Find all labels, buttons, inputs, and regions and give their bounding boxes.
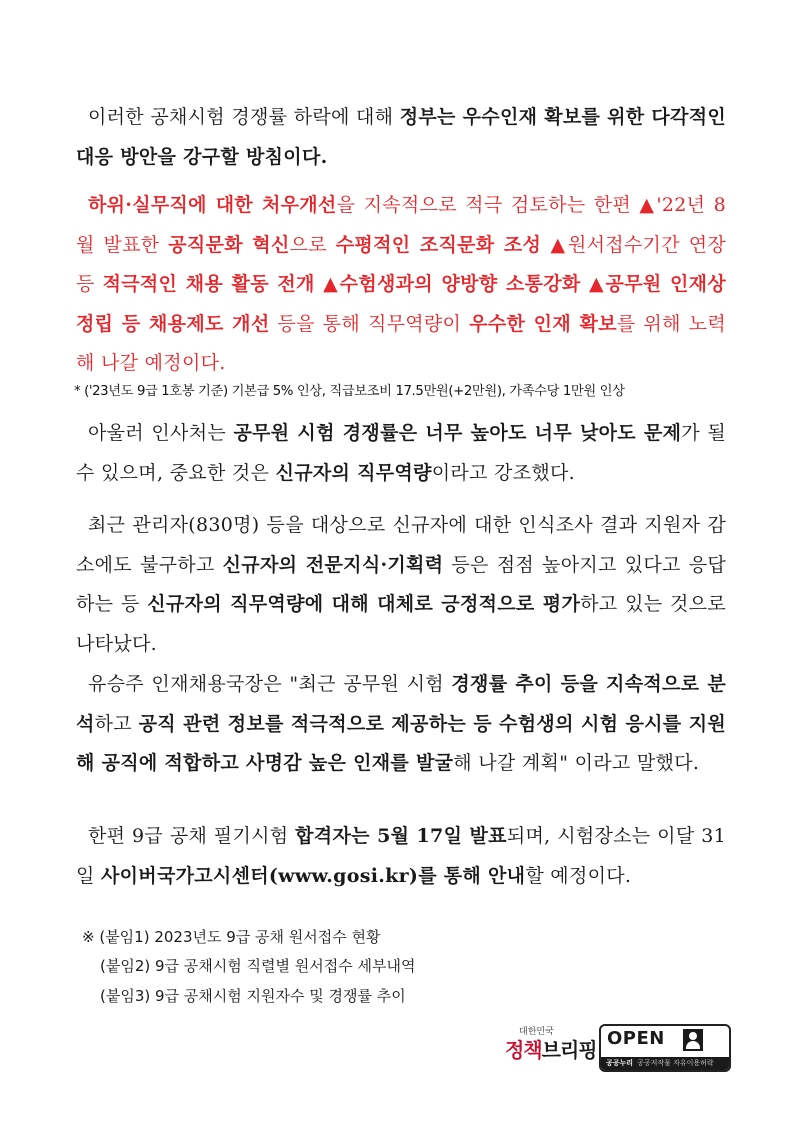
p1-bold: 정부는 우수인재 확보를 위한 다각적인 대응 방안을 강구할 방침이다. xyxy=(76,106,727,168)
paragraph-survey xyxy=(76,506,726,664)
p6-text-3: 할 예정이다. xyxy=(525,864,632,887)
p2-bold-3: 수평적인 조직문화 조성 xyxy=(335,233,542,256)
policy-briefing-logo-text xyxy=(505,1034,597,1063)
open-license-bar xyxy=(601,1057,729,1070)
p4-text-2: 등은 점점 높아지고 있다고 응답하는 등 xyxy=(76,553,726,615)
attachment-2-text: (붙임2) 9급 공채시험 직렬별 원서접수 세부내역 xyxy=(100,957,416,975)
attachment-1: ※ (붙임1) 2023년도 9급 공채 원서접수 현황 xyxy=(82,928,381,946)
p5-text-3: 해 나갈 계획" 이라고 말했다. xyxy=(453,752,700,774)
footnote-salary: * ('23년도 9급 1호봉 기준) 기본급 5% 인상, 직급보조비 17.5만원(+2만원), 가족수당 1만원 인상 xyxy=(74,384,625,399)
p2-text-5: 등을 통해 직무역량이 xyxy=(269,312,470,335)
policy-briefing-logo-black: 브리핑 xyxy=(541,1038,597,1062)
p4-text-1: 최근 관리자(830명) 등을 대상으로 신규자에 대한 인식조사 결과 지원자 감소에도 불구하고 xyxy=(76,514,726,576)
p6-bold-2: 사이버국가고시센터(www.gosi.kr)를 통해 안내 xyxy=(101,864,526,887)
person-icon xyxy=(683,1029,703,1051)
p3-text-3: 이라고 강조했다. xyxy=(431,461,576,484)
paragraph-measures-red xyxy=(76,186,726,384)
paragraph-director-quote xyxy=(76,665,726,784)
p3-text-1: 아울러 인사처는 xyxy=(88,422,234,444)
p6-text-2: 되며, 시험장소는 이달 31일 xyxy=(76,825,726,887)
p3-text-2: 가 될 수 있으며, 중요한 것은 xyxy=(76,422,726,484)
p5-text-1: 유승주 인재채용국장은 "최근 공무원 시험 xyxy=(88,673,452,695)
policy-briefing-logo-small: 대한민국 xyxy=(519,1027,554,1037)
attachment-3-text: (붙임3) 9급 공채시험 지원자수 및 경쟁률 추이 xyxy=(100,987,406,1005)
p2-bold-5: 우수한 인재 확보 xyxy=(469,312,617,335)
paragraph-exam-schedule xyxy=(76,817,726,896)
open-bar-label: 공공누리 xyxy=(606,1059,634,1067)
p2-text-4: 원서접수기간 연장 등 xyxy=(76,233,727,295)
open-word: OPEN xyxy=(607,1028,665,1049)
open-bar-desc: 공공저작물 자유이용허락 xyxy=(637,1059,714,1067)
attachment-3 xyxy=(82,980,722,1012)
p2-triangle-1: ▲ xyxy=(639,194,657,216)
p2-triangle-2: ▲ xyxy=(541,233,568,256)
p5-text-2: 하고 xyxy=(94,712,139,735)
p2-text-3: 으로 xyxy=(289,233,336,256)
p5-bold-2: 공직 관련 정보를 적극적으로 제공하는 등 수험생의 시험 응시를 지원해 공직에 적합하고 사명감 높은 인재를 발굴 xyxy=(76,712,726,774)
footer-logos xyxy=(505,1022,735,1072)
p1-text: 이러한 공채시험 경쟁률 하락에 대해 xyxy=(88,106,400,128)
p4-bold-2: 신규자의 직무역량에 대해 대체로 긍정적으로 평가 xyxy=(147,593,581,615)
p4-text-3: 하고 있는 것으로 나타났다. xyxy=(76,593,726,655)
p2-bold-2: 공직문화 혁신 xyxy=(168,233,290,256)
p3-bold-1: 공무원 시험 경쟁률은 너무 높아도 너무 낮아도 문제 xyxy=(233,422,682,444)
paragraph-government-response xyxy=(76,98,726,177)
p2-bold-4: 적극적인 채용 활동 전개 ▲수험생과의 양방향 소통강화 ▲공무원 인재상 정립 등 채용제도 개선 xyxy=(76,273,726,335)
p2-text-6: 를 위해 노력해 나갈 예정이다. xyxy=(76,312,726,374)
p2-text-1: 을 지속적으로 적극 검토하는 한편 xyxy=(336,194,640,216)
paragraph-competition-rate xyxy=(76,414,726,493)
policy-briefing-logo-red: 정책 xyxy=(505,1038,542,1062)
p2-bold-1: 하위·실무직에 대한 처우개선 xyxy=(88,194,337,216)
p2-text-2: '22년 8월 발표한 xyxy=(76,194,727,256)
p5-bold-1: 경쟁률 추이 등을 지속적으로 분석 xyxy=(76,673,726,735)
attachment-2 xyxy=(82,950,722,982)
p6-text-1: 한편 9급 공채 필기시험 xyxy=(88,825,296,847)
p3-bold-2: 신규자의 직무역량 xyxy=(275,461,432,484)
policy-briefing-logo xyxy=(505,1022,597,1072)
p4-bold-1: 신규자의 전문지식·기획력 xyxy=(222,553,444,576)
p6-bold-1: 합격자는 5월 17일 발표 xyxy=(295,825,507,847)
kogl-open-license-logo xyxy=(599,1024,731,1072)
